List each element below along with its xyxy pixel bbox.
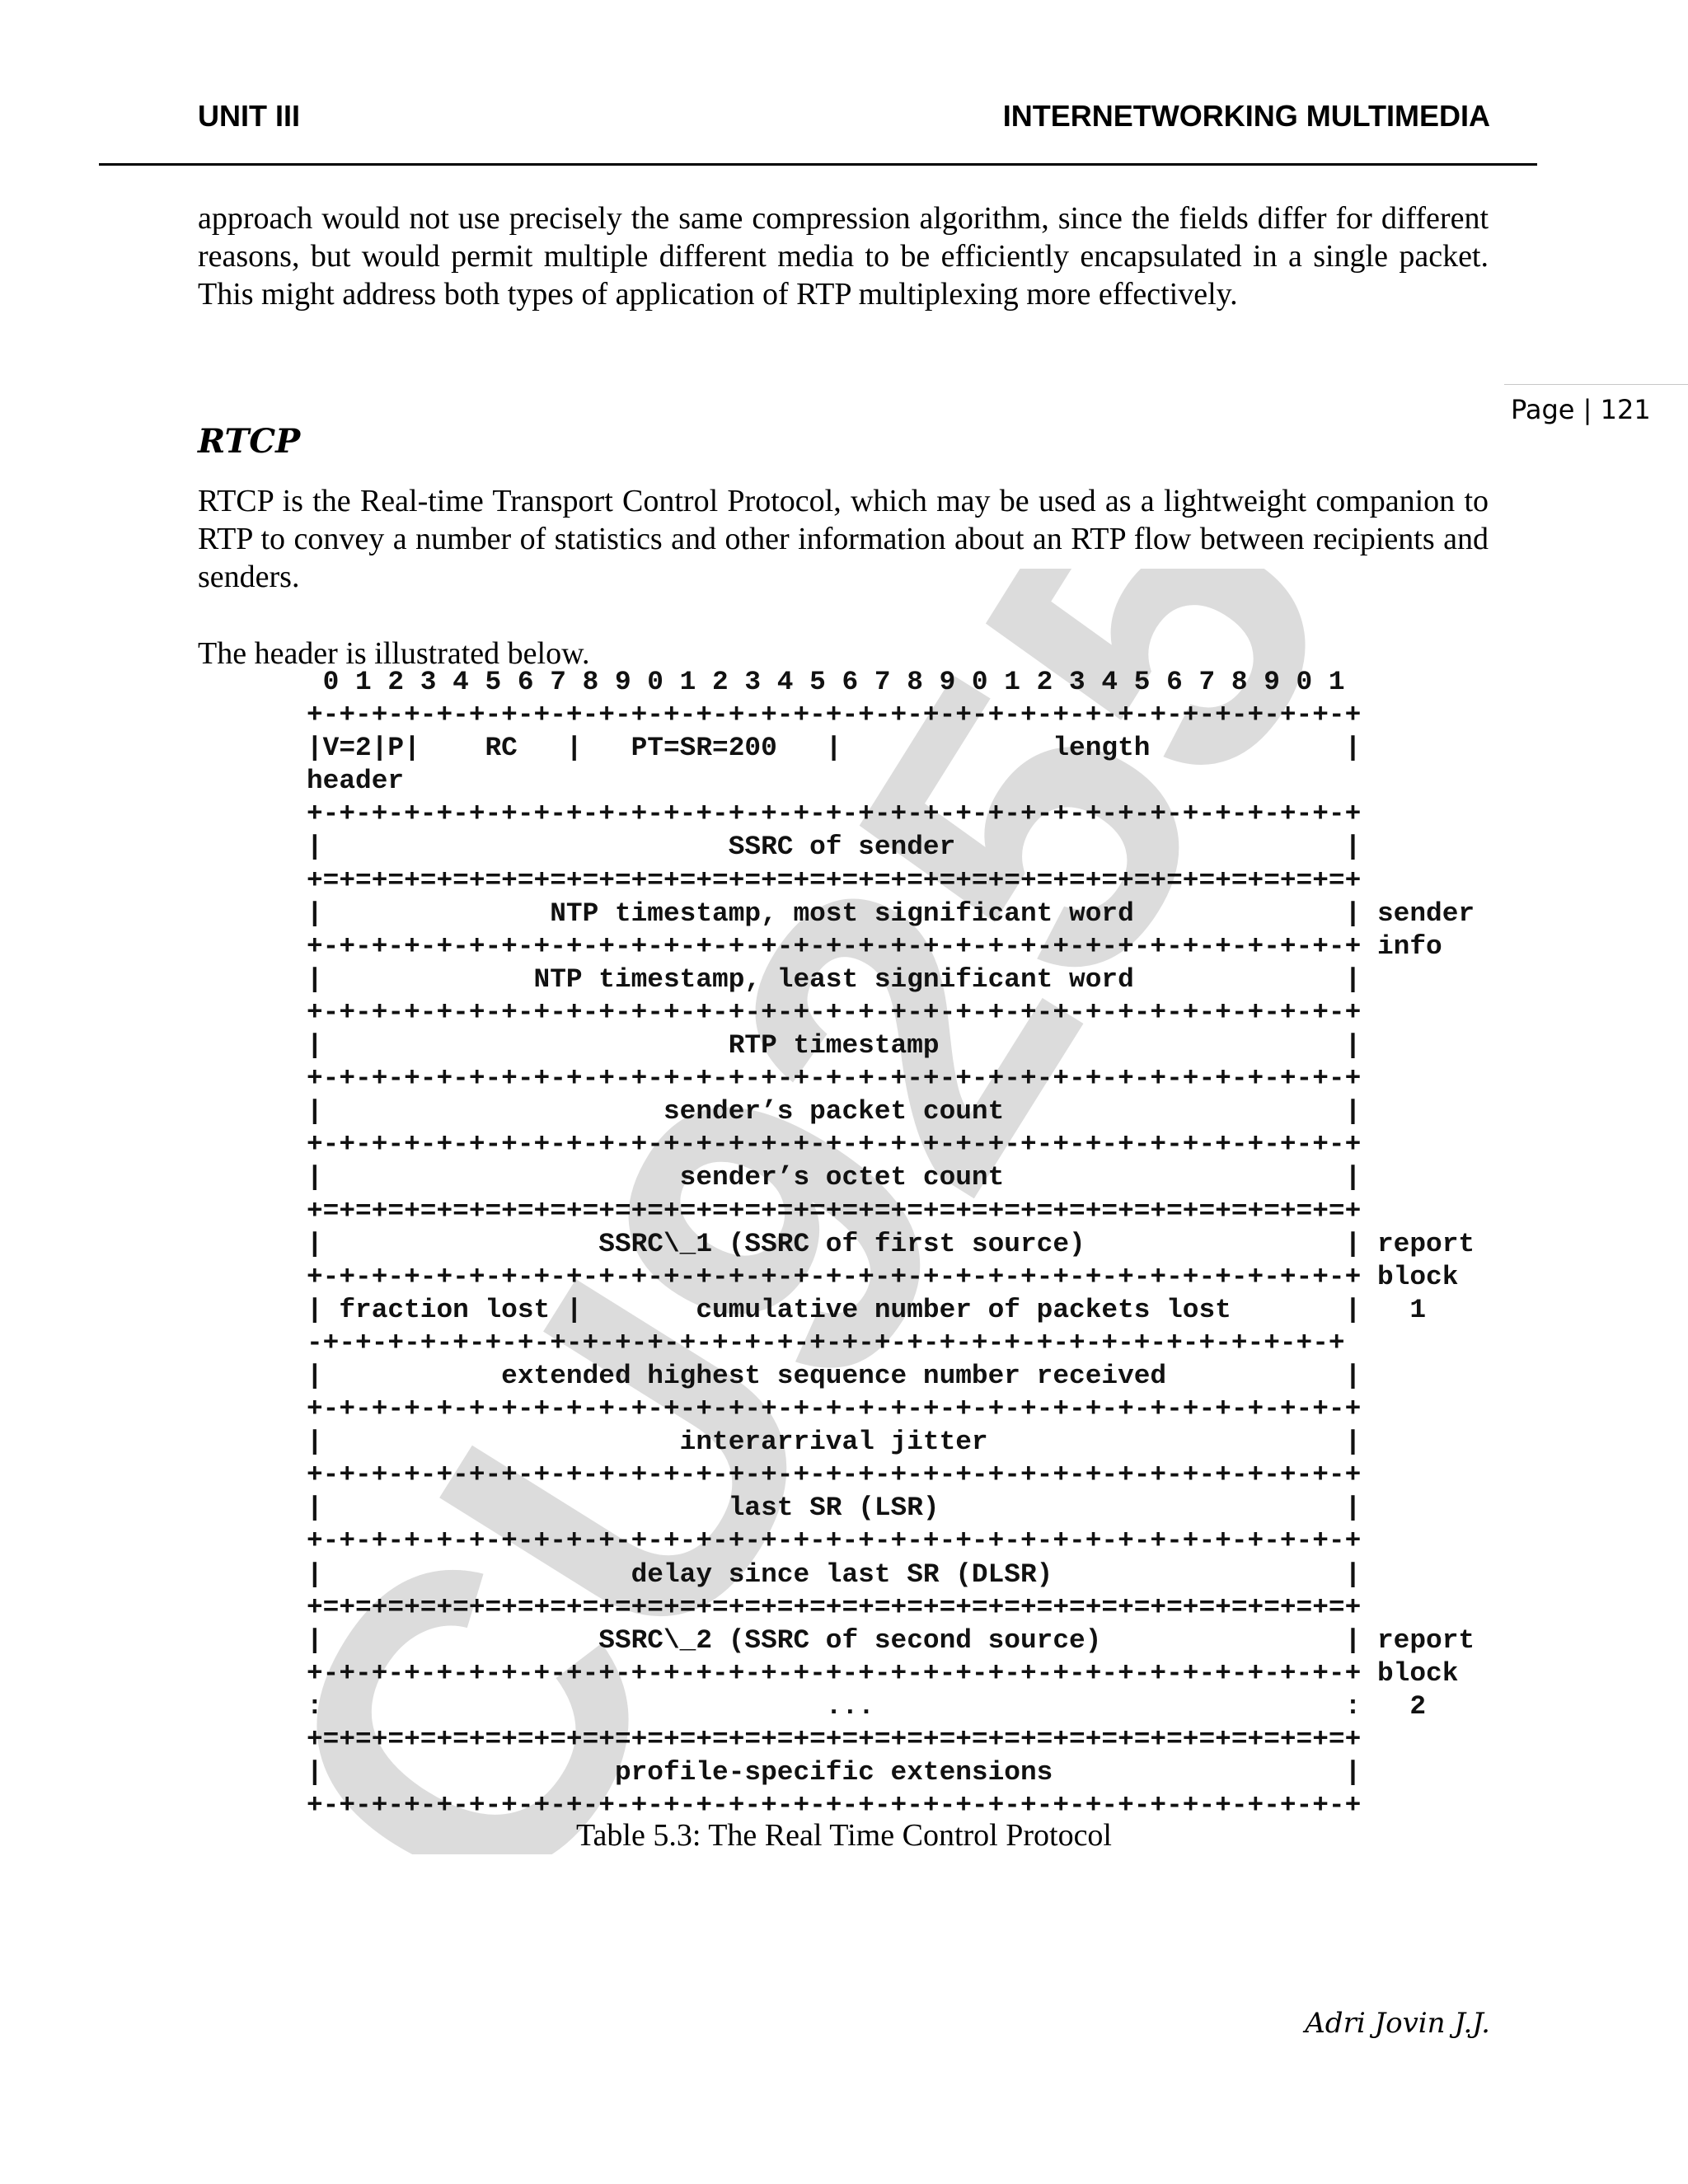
diagram-line: header — [307, 766, 405, 797]
diagram-line: | fraction lost | cumulative number of packets lost | 1 — [307, 1294, 1427, 1325]
diagram-line: | profile-specific extensions | — [307, 1757, 1362, 1788]
diagram-line: +-+-+-+-+-+-+-+-+-+-+-+-+-+-+-+-+-+-+-+-+-+-+-+-+-+-+-+-+-+-+-+-+ — [307, 1790, 1362, 1821]
diagram-line: |V=2|P| RC | PT=SR=200 | length | — [307, 733, 1362, 764]
diagram-line: +-+-+-+-+-+-+-+-+-+-+-+-+-+-+-+-+-+-+-+-+-+-+-+-+-+-+-+-+-+-+-+-+ — [307, 799, 1362, 830]
diagram-line: | extended highest sequence number received | — [307, 1360, 1362, 1391]
diagram-line: +-+-+-+-+-+-+-+-+-+-+-+-+-+-+-+-+-+-+-+-+-+-+-+-+-+-+-+-+-+-+-+-+ — [307, 1129, 1362, 1160]
figure-intro: The header is illustrated below. — [198, 636, 590, 671]
header-rule — [99, 163, 1537, 166]
unit-label: UNIT III — [198, 99, 300, 133]
chapter-title: INTERNETWORKING MULTIMEDIA — [1002, 99, 1490, 133]
diagram-line: +-+-+-+-+-+-+-+-+-+-+-+-+-+-+-+-+-+-+-+-+-+-+-+-+-+-+-+-+-+-+-+-+ — [307, 700, 1362, 731]
diagram-line: +-+-+-+-+-+-+-+-+-+-+-+-+-+-+-+-+-+-+-+-+-+-+-+-+-+-+-+-+-+-+-+-+ — [307, 1526, 1362, 1557]
diagram-line: +=+=+=+=+=+=+=+=+=+=+=+=+=+=+=+=+=+=+=+=+=+=+=+=+=+=+=+=+=+=+=+=+ — [307, 1591, 1362, 1623]
section-heading: RTCP — [198, 422, 301, 461]
diagram-line: | NTP timestamp, least significant word | — [307, 963, 1362, 995]
diagram-line: | sender’s packet count | — [307, 1096, 1362, 1127]
diagram-line: +-+-+-+-+-+-+-+-+-+-+-+-+-+-+-+-+-+-+-+-+-+-+-+-+-+-+-+-+-+-+-+-+ block — [307, 1657, 1459, 1689]
diagram-line: +=+=+=+=+=+=+=+=+=+=+=+=+=+=+=+=+=+=+=+=+=+=+=+=+=+=+=+=+=+=+=+=+ — [307, 1195, 1362, 1226]
diagram-line: +-+-+-+-+-+-+-+-+-+-+-+-+-+-+-+-+-+-+-+-+-+-+-+-+-+-+-+-+-+-+-+-+ info — [307, 930, 1442, 962]
diagram-line: +=+=+=+=+=+=+=+=+=+=+=+=+=+=+=+=+=+=+=+=+=+=+=+=+=+=+=+=+=+=+=+=+ — [307, 865, 1362, 896]
watermark-text: CU9255 — [313, 569, 1352, 1854]
diagram-line: | SSRC\_1 (SSRC of first source) | report — [307, 1228, 1475, 1259]
diagram-line: | SSRC of sender | — [307, 832, 1362, 863]
diagram-line: 0 1 2 3 4 5 6 7 8 9 0 1 2 3 4 5 6 7 8 9 0 1 2 3 4 5 6 7 8 9 0 1 — [307, 667, 1345, 697]
diagram-line: | delay since last SR (DLSR) | — [307, 1558, 1362, 1590]
author-signature: Adri Jovin J.J. — [1305, 2007, 1490, 2040]
diagram-line: | RTP timestamp | — [307, 1030, 1362, 1062]
diagram-line: -+-+-+-+-+-+-+-+-+-+-+-+-+-+-+-+-+-+-+-+-+-+-+-+-+-+-+-+-+-+-+-+ — [307, 1327, 1345, 1358]
rtcp-paragraph: RTCP is the Real-time Transport Control Protocol, which may be used as a lightweight companion to RTP to convey a number of statistics and other information about an RTP flow between recipients and senders. — [198, 484, 1489, 594]
diagram-line: +-+-+-+-+-+-+-+-+-+-+-+-+-+-+-+-+-+-+-+-+-+-+-+-+-+-+-+-+-+-+-+-+ — [307, 1460, 1362, 1491]
diagram-line: | last SR (LSR) | — [307, 1493, 1362, 1524]
diagram-line: | NTP timestamp, most significant word | sender — [307, 898, 1475, 929]
diagram-line: +=+=+=+=+=+=+=+=+=+=+=+=+=+=+=+=+=+=+=+=+=+=+=+=+=+=+=+=+=+=+=+=+ — [307, 1724, 1362, 1755]
diagram-line: +-+-+-+-+-+-+-+-+-+-+-+-+-+-+-+-+-+-+-+-+-+-+-+-+-+-+-+-+-+-+-+-+ — [307, 1063, 1362, 1094]
page-number: Page | 121 — [1511, 394, 1651, 425]
diagram-line: | sender’s octet count | — [307, 1162, 1362, 1193]
diagram-line: +-+-+-+-+-+-+-+-+-+-+-+-+-+-+-+-+-+-+-+-+-+-+-+-+-+-+-+-+-+-+-+-+ — [307, 996, 1362, 1028]
figure-caption: Table 5.3: The Real Time Control Protocol — [576, 1818, 1112, 1853]
diagram-line: +-+-+-+-+-+-+-+-+-+-+-+-+-+-+-+-+-+-+-+-+-+-+-+-+-+-+-+-+-+-+-+-+ — [307, 1394, 1362, 1425]
diagram-line: : ... : 2 — [307, 1690, 1427, 1722]
diagram-line: | interarrival jitter | — [307, 1427, 1362, 1458]
rtcp-header-diagram — [307, 666, 1475, 1822]
diagram-line: | SSRC\_2 (SSRC of second source) | report — [307, 1624, 1475, 1656]
diagram-line: +-+-+-+-+-+-+-+-+-+-+-+-+-+-+-+-+-+-+-+-+-+-+-+-+-+-+-+-+-+-+-+-+ block — [307, 1261, 1459, 1292]
intro-paragraph: approach would not use precisely the same compression algorithm, since the fields differ for different reasons, but would permit multiple different media to be efficiently encapsulated in a single packet. This might address both types of application of RTP multiplexing more effectively. — [198, 201, 1489, 312]
page-number-rule — [1504, 384, 1688, 385]
